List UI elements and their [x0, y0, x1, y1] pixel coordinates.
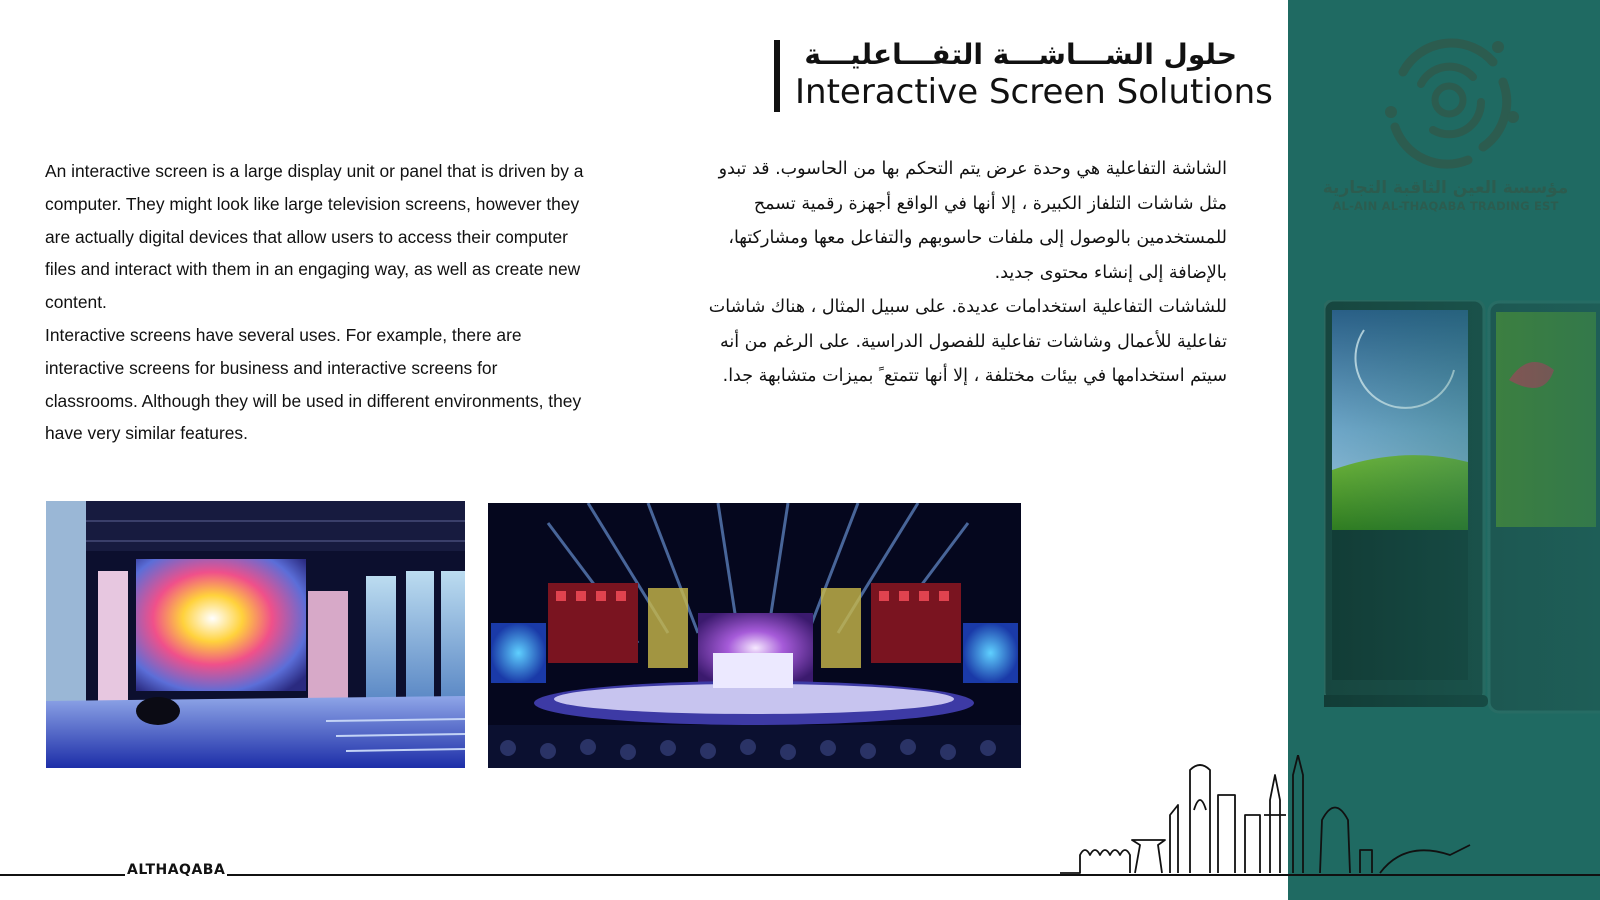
arabic-paragraph-2: للشاشات التفاعلية استخدامات عديدة. على سبيل المثال ، هناك شاشات تفاعلية للأعمال وشاشات تفاعلية للفصول الدراسية. على الرغم من أنه سيتم استخدامها في بيئات مختلفة ، إلا أنها تتمتع ً بميزات متشابهة جدا. [708, 297, 1227, 386]
company-logo-icon [1373, 22, 1523, 172]
page-title-english: Interactive Screen Solutions [795, 72, 1273, 112]
company-name-arabic: مؤسسة العين الثاقبة التجارية [1322, 178, 1569, 198]
english-description [45, 155, 590, 450]
stage-led-screen-photo [46, 501, 465, 768]
title-accent-bar [774, 40, 780, 112]
page-title-arabic: حلول الشـــاشـــة التفـــاعليـــة [804, 38, 1237, 71]
city-skyline-icon [1060, 755, 1480, 880]
arabic-paragraph-1: الشاشة التفاعلية هي وحدة عرض يتم التحكم بها من الحاسوب. قد تبدو مثل شاشات التلفاز الكبيرة ، إلا أنها في الواقع أجهزة رقمية تسمح للمستخدمين بالوصول إلى ملفات حاسوبهم والتفاعل معها ومشاركتها، بالإضافة إلى إنشاء محتوى جديد. [718, 159, 1227, 283]
interactive-kiosk-image [1324, 300, 1600, 720]
company-name-english: AL-AIN AL-THAQABA TRADING EST [1332, 199, 1559, 213]
concert-stage-photo [488, 503, 1021, 768]
footer-brand: ALTHAQABA [127, 862, 226, 878]
arabic-description [705, 152, 1227, 394]
english-paragraph-2: Interactive screens have several uses. For example, there are interactive screens for business and interactive screens for classrooms. Although they will be used in different environments, they have very similar features. [45, 324, 582, 444]
english-paragraph-1: An interactive screen is a large display unit or panel that is driven by a computer. They might look like large television screens, however they are actually digital devices that allow users to access their computer files and interact with them in an engaging way, as well as create new content. [45, 161, 584, 313]
